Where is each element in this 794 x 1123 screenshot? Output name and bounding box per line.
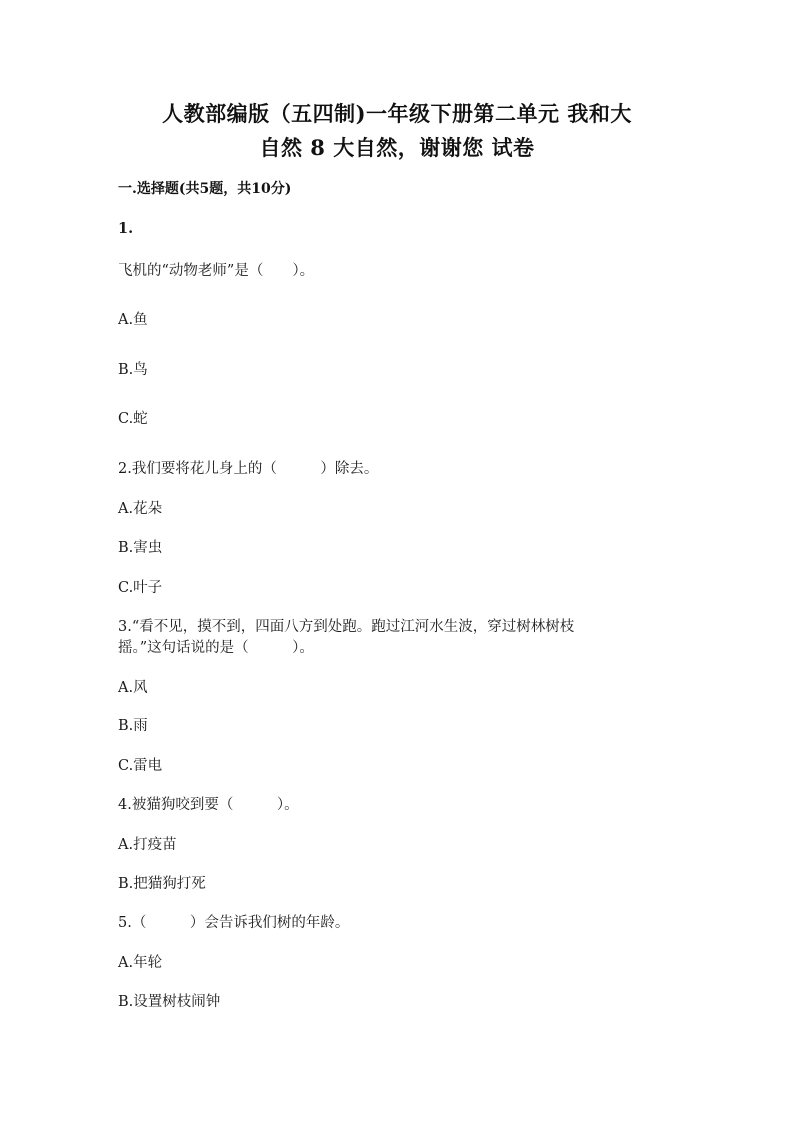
question-3-stem-line-1: 3.“看不见，摸不到，四面八方到处跑。跑过江河水生波，穿过树林树枝 [118, 619, 575, 635]
question-2-stem: 2.我们要将花儿身上的（ ）除去。 [118, 461, 379, 477]
question-4-stem: 4.被猫狗咬到要（ ）。 [118, 797, 299, 813]
question-2-option-c: C.叶子 [118, 580, 163, 596]
question-1-option-b: B.鸟 [118, 362, 148, 378]
question-5-option-a: A.年轮 [118, 955, 163, 971]
question-1-option-c: C.蛇 [118, 411, 148, 427]
question-5-stem: 5.（ ）会告诉我们树的年龄。 [118, 915, 350, 931]
document-title-line-1: 人教部编版（五四制)一年级下册第二单元 我和大 [162, 101, 632, 126]
question-3-stem-line-2: 摇。”这句话说的是（ ）。 [118, 640, 314, 656]
question-1-number: 1. [118, 220, 134, 237]
question-3-option-a: A.风 [118, 680, 148, 696]
question-5-option-b: B.设置树枝闹钟 [118, 994, 221, 1010]
question-2-option-a: A.花朵 [118, 501, 163, 517]
question-2-option-b: B.害虫 [118, 540, 163, 556]
question-4-option-b: B.把猫狗打死 [118, 876, 206, 892]
question-3-option-b: B.雨 [118, 718, 148, 734]
question-4-option-a: A.打疫苗 [118, 837, 177, 853]
section-heading: 一.选择题(共5题，共10分) [118, 181, 292, 197]
document-title-line-2: 自然 8 大自然，谢谢您 试卷 [259, 135, 535, 160]
question-3-option-c: C.雷电 [118, 758, 163, 774]
question-1-stem: 飞机的“动物老师”是（ ）。 [118, 263, 315, 279]
question-1-option-a: A.鱼 [118, 312, 148, 328]
